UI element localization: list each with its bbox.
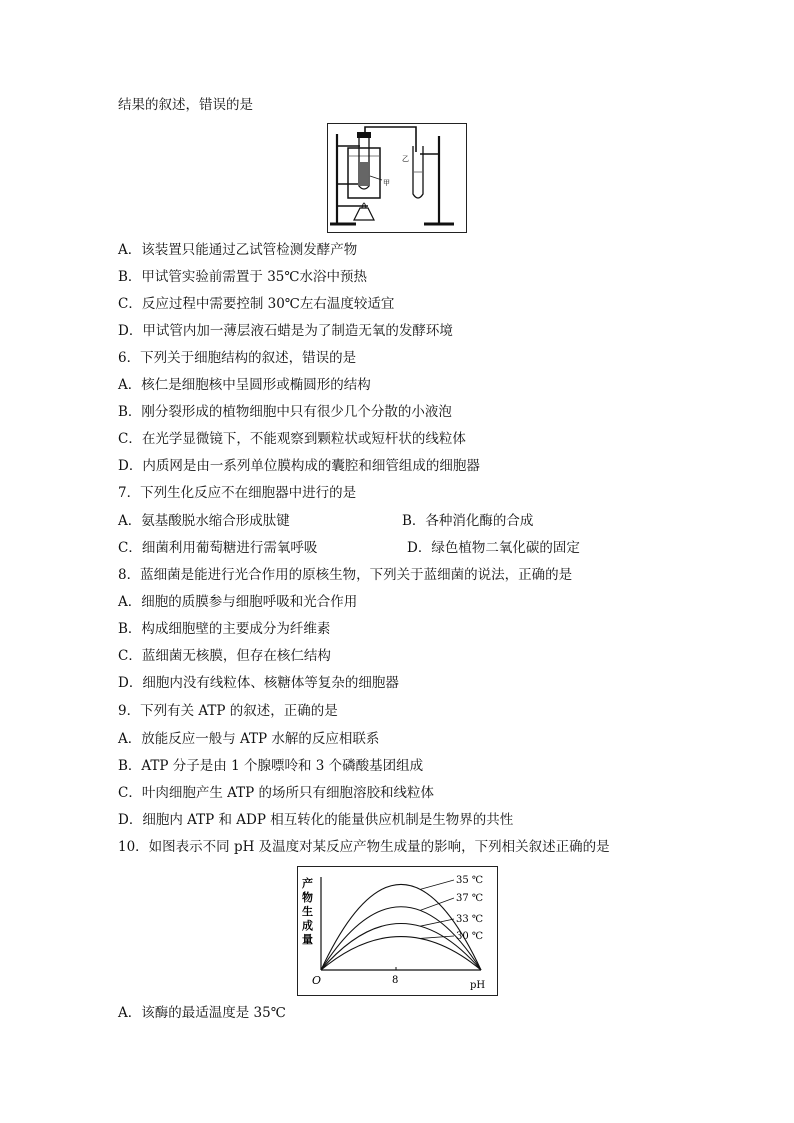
q5-option-c: C．反应过程中需要控制 30℃左右温度较适宜 xyxy=(118,296,395,312)
q10-option-a: A．该酶的最适温度是 35℃ xyxy=(118,1005,286,1021)
q5-option-b: B．甲试管实验前需置于 35℃水浴中预热 xyxy=(118,269,367,285)
q6-option-c: C．在光学显微镜下，不能观察到颗粒状或短杆状的线粒体 xyxy=(118,431,466,447)
q9-option-c: C．叶肉细胞产生 ATP 的场所只有细胞溶胶和线粒体 xyxy=(118,785,435,801)
q6-option-a: A．核仁是细胞核中呈圆形或椭圆形的结构 xyxy=(118,377,371,393)
q8-option-c: C．蓝细菌无核膜，但存在核仁结构 xyxy=(118,648,331,664)
q8-option-a: A．细胞的质膜参与细胞呼吸和光合作用 xyxy=(118,594,358,610)
y-axis-label-char: 生 xyxy=(302,905,313,918)
chart-svg xyxy=(298,867,497,995)
q7-option-c: C．细菌利用葡萄糖进行需氧呼吸 xyxy=(118,540,318,556)
y-axis-label-char: 成 xyxy=(302,919,313,932)
q6-stem: 6．下列关于细胞结构的叙述，错误的是 xyxy=(118,350,357,366)
y-axis-label-char: 量 xyxy=(302,933,313,946)
question-continuation: 结果的叙述，错误的是 xyxy=(118,97,253,113)
series-label: 37 ℃ xyxy=(456,893,484,904)
y-axis-label xyxy=(302,876,313,946)
label-yi: 乙 xyxy=(402,155,409,163)
series-leader-line xyxy=(420,936,454,938)
y-axis-label-char: 产 xyxy=(302,877,313,890)
q7-option-d: D．绿色植物二氧化碳的固定 xyxy=(407,540,580,556)
q5-option-d: D．甲试管内加一薄层液石蜡是为了制造无氧的发酵环境 xyxy=(118,323,453,339)
apparatus-drawing xyxy=(328,124,466,232)
q5-option-a: A．该装置只能通过乙试管检测发酵产物 xyxy=(118,242,358,258)
series-leader-line xyxy=(420,880,454,889)
series-label: 33 ℃ xyxy=(456,914,484,925)
x-axis-label: pH xyxy=(470,980,486,991)
fermentation-apparatus-figure xyxy=(327,123,467,233)
q8-stem: 8．蓝细菌是能进行光合作用的原核生物，下列关于蓝细菌的说法，正确的是 xyxy=(118,567,573,583)
ph-temperature-chart xyxy=(297,866,498,996)
origin-label: O xyxy=(312,974,322,987)
q9-stem: 9．下列有关 ATP 的叙述，正确的是 xyxy=(118,703,338,719)
series-leader-line xyxy=(420,898,454,910)
q7-option-b: B．各种消化酶的合成 xyxy=(402,513,534,529)
y-axis-label-char: 物 xyxy=(302,891,313,904)
q8-option-d: D．细胞内没有线粒体、核糖体等复杂的细胞器 xyxy=(118,675,399,691)
q7-option-a: A．氨基酸脱水缩合形成肽键 xyxy=(118,513,290,529)
q9-option-a: A．放能反应一般与 ATP 水解的反应相联系 xyxy=(118,731,380,747)
series-label: 30 ℃ xyxy=(456,931,484,942)
q8-option-b: B．构成细胞壁的主要成分为纤维素 xyxy=(118,621,331,637)
q6-option-b: B．刚分裂形成的植物细胞中只有很少几个分散的小液泡 xyxy=(118,404,452,420)
series-label: 35 ℃ xyxy=(456,875,484,886)
q9-option-d: D．细胞内 ATP 和 ADP 相互转化的能量供应机制是生物界的共性 xyxy=(118,812,514,828)
q7-stem: 7．下列生化反应不在细胞器中进行的是 xyxy=(118,485,357,501)
q6-option-d: D．内质网是由一系列单位膜构成的囊腔和细管组成的细胞器 xyxy=(118,458,480,474)
q9-option-b: B．ATP 分子是由 1 个腺嘌呤和 3 个磷酸基团组成 xyxy=(118,758,424,774)
x-tick-label: 8 xyxy=(392,975,399,986)
label-jia: 甲 xyxy=(383,179,390,187)
q10-stem: 10．如图表示不同 pH 及温度对某反应产物生成量的影响，下列相关叙述正确的是 xyxy=(118,839,610,855)
